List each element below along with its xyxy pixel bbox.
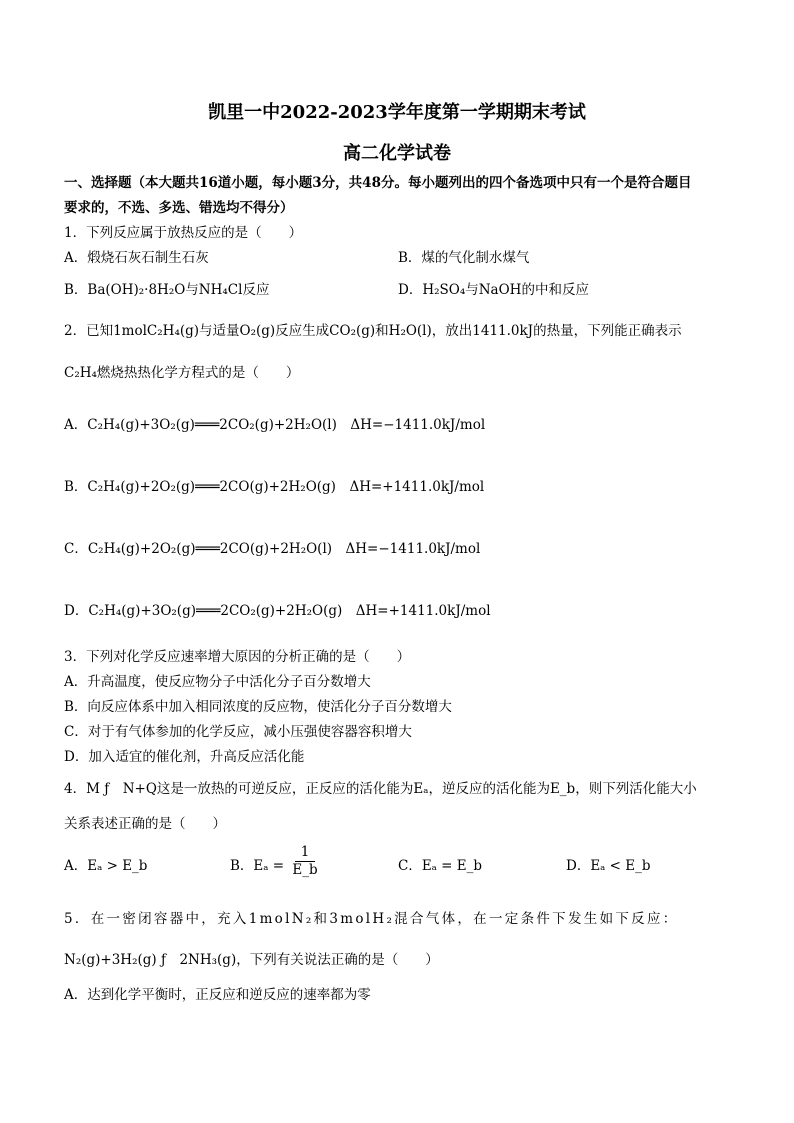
q4-stem-line2: 关系表述正确的是（ ）	[64, 816, 226, 832]
q5-stem-line1: 5．在一密闭容器中，充入1molN₂和3molH₂混合气体，在一定条件下发生如下反应：	[64, 911, 679, 927]
q2-stem-line2: C₂H₄燃烧热热化学方程式的是（ ）	[64, 365, 300, 381]
q1-option-c: B．Ba(OH)₂·8H₂O与NH₄Cl反应	[64, 282, 270, 298]
q3-stem: 3．下列对化学反应速率增大原因的分析正确的是（ ）	[64, 649, 411, 665]
q2-option-b: B．C₂H₄(g)+2O₂(g)═══2CO(g)+2H₂O(g) ΔH=+1411.0kJ/mol	[64, 479, 485, 495]
q4-option-a: A．Eₐ > E_b	[64, 858, 148, 874]
q2-option-c: C．C₂H₄(g)+2O₂(g)═══2CO(g)+2H₂O(l) ΔH=−1411.0kJ/mol	[64, 541, 481, 557]
section-heading-line1: 一、选择题（本大题共16道小题，每小题3分，共48分。每小题列出的四个备选项中只有一个是符合题目	[64, 175, 692, 191]
q2-stem-line1: 2．已知1molC₂H₄(g)与适量O₂(g)反应生成CO₂(g)和H₂O(l)，放出1411.0kJ的热量，下列能正确表示	[64, 323, 682, 339]
q4-option-b-fraction	[292, 844, 318, 878]
q5-stem-line2: N₂(g)+3H₂(g) ƒ 2NH₃(g)，下列有关说法正确的是（ ）	[64, 952, 439, 968]
exam-subtitle: 高二化学试卷	[343, 143, 451, 164]
section-heading-line2: 要求的，不选、多选、错选均不得分）	[64, 200, 294, 216]
q1-option-a: A．煅烧石灰石制生石灰	[64, 250, 209, 266]
q2-option-d: D．C₂H₄(g)+3O₂(g)═══2CO₂(g)+2H₂O(g) ΔH=+1411.0kJ/mol	[64, 603, 491, 619]
q4-option-b-prefix: B．Eₐ =	[230, 858, 285, 874]
q5-option-a: A．达到化学平衡时，正反应和逆反应的速率都为零	[64, 987, 371, 1003]
q4-option-b-numerator: 1	[300, 844, 310, 860]
q1-option-b: B．煤的气化制水煤气	[398, 250, 530, 266]
q4-stem-line1: 4．M ƒ N+Q这是一放热的可逆反应，正反应的活化能为Eₐ，逆反应的活化能为E_b，则下列活化能大小	[64, 781, 697, 797]
q3-option-b: B．向反应体系中加入相同浓度的反应物，使活化分子百分数增大	[64, 699, 452, 715]
q4-option-b-denominator: E_b	[292, 862, 318, 878]
q3-option-d: D．加入适宜的催化剂，升高反应活化能	[64, 749, 305, 765]
q3-option-c: C．对于有气体参加的化学反应，减小压强使容器容积增大	[64, 724, 412, 740]
exam-title: 凯里一中2022-2023学年度第一学期期末考试	[208, 102, 586, 123]
q2-option-a: A．C₂H₄(g)+3O₂(g)═══2CO₂(g)+2H₂O(l) ΔH=−1411.0kJ/mol	[64, 417, 486, 433]
q3-option-a: A．升高温度，使反应物分子中活化分子百分数增大	[64, 674, 371, 690]
q4-option-d: D．Eₐ < E_b	[566, 858, 651, 874]
q1-stem: 1．下列反应属于放热反应的是（ ）	[64, 225, 303, 241]
q4-option-c: C．Eₐ = E_b	[398, 858, 483, 874]
q1-option-d: D．H₂SO₄与NaOH的中和反应	[398, 282, 589, 298]
